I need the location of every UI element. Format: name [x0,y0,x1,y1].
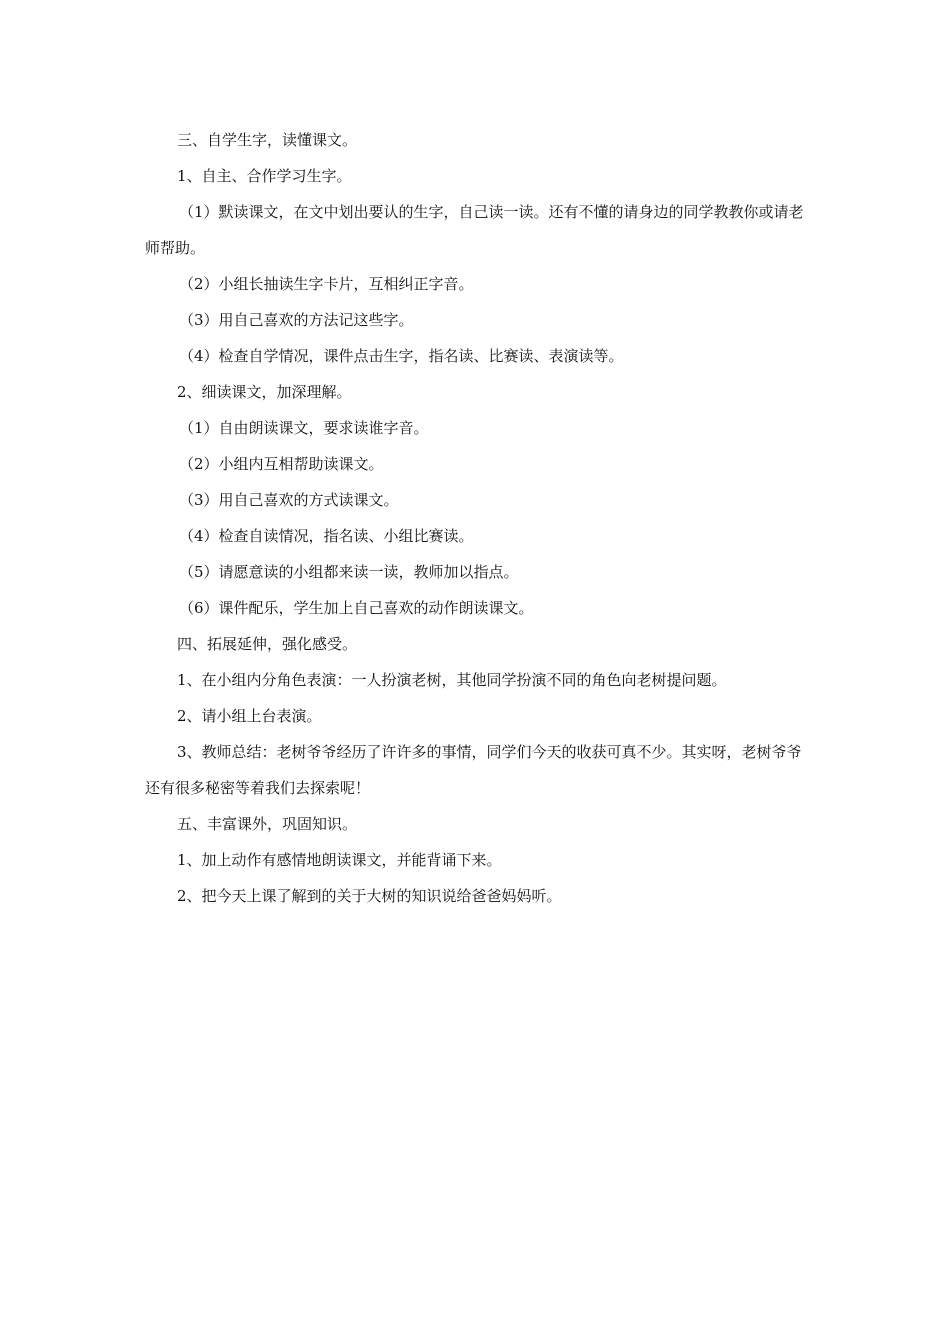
document-body [145,122,810,914]
list-item: （3）用自己喜欢的方法记这些字。 [179,311,414,329]
list-item: 1、在小组内分角色表演：一人扮演老树，其他同学扮演不同的角色向老树提问题。 [177,671,727,689]
subheading-3-2: 2、细读课文，加深理解。 [177,383,352,401]
list-item: （4）检查自读情况，指名读、小组比赛读。 [179,527,474,545]
list-item: （1）自由朗读课文，要求读谁字音。 [179,419,429,437]
list-item: 1、加上动作有感情地朗读课文，并能背诵下来。 [177,851,502,869]
list-item: 2、把今天上课了解到的关于大树的知识说给爸爸妈妈听。 [177,887,562,905]
list-item: （5）请愿意读的小组都来读一读，教师加以指点。 [179,563,519,581]
list-item: （2）小组内互相帮助读课文。 [179,455,384,473]
list-item: （3）用自己喜欢的方式读课文。 [179,491,399,509]
list-item: （4）检查自学情况，课件点击生字，指名读、比赛读、表演读等。 [179,347,624,365]
list-item: 3、教师总结：老树爷爷经历了许许多的事情，同学们今天的收获可真不少。其实呀，老树爷爷还有很多秘密等着我们去探索呢！ [145,743,802,797]
subheading-3-1: 1、自主、合作学习生字。 [177,167,352,185]
list-item: 2、请小组上台表演。 [177,707,322,725]
section-heading-3: 三、自学生字，读懂课文。 [177,131,358,149]
list-item: （1）默读课文，在文中划出要认的生字，自己读一读。还有不懂的请身边的同学教教你或请老师帮助。 [145,203,804,257]
section-heading-4: 四、拓展延伸，强化感受。 [177,635,358,653]
list-item: （6）课件配乐，学生加上自己喜欢的动作朗读课文。 [179,599,534,617]
list-item: （2）小组长抽读生字卡片，互相纠正字音。 [179,275,474,293]
section-heading-5: 五、丰富课外，巩固知识。 [177,815,358,833]
